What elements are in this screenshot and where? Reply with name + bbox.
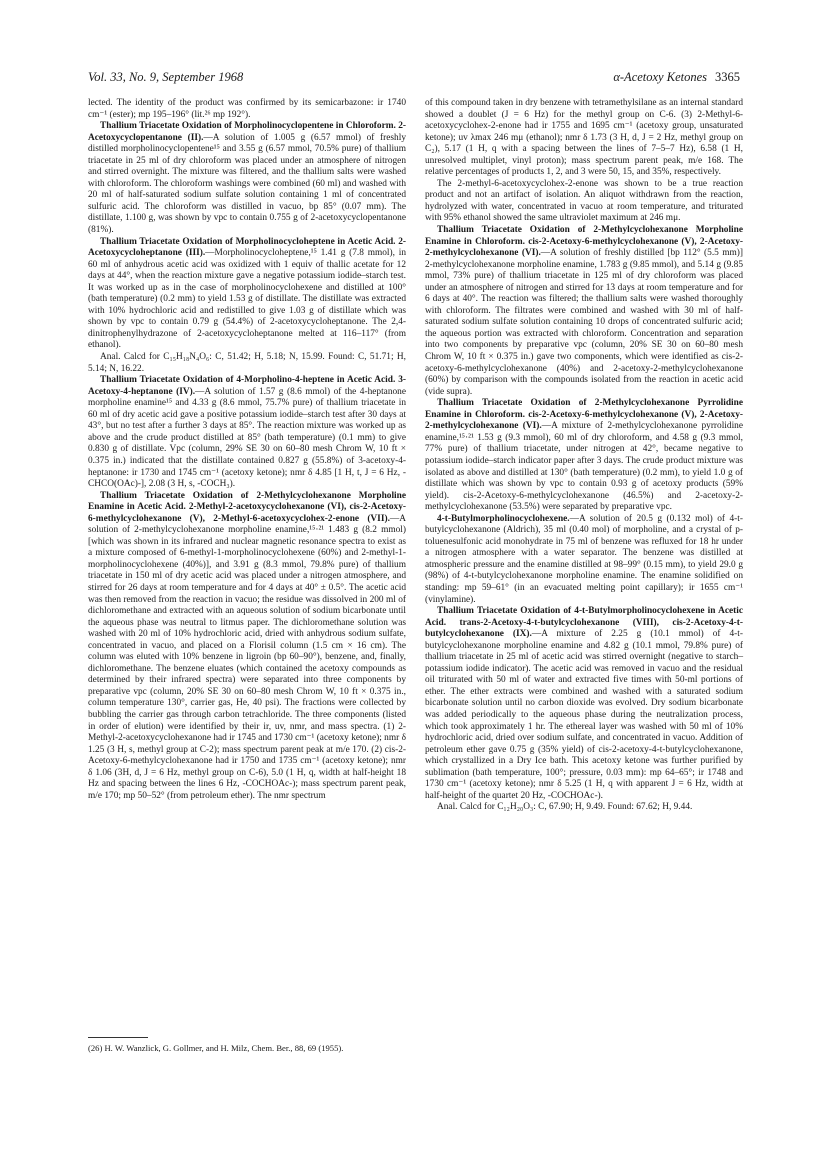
left-column <box>88 98 406 802</box>
paragraph <box>425 514 743 606</box>
paragraph <box>88 375 406 490</box>
paragraph-text: —A mixture of 2.25 g (10.1 mmol) of 4-t-butylcyclohexanone morpholine enamine and 4.82 g (10.1 mmol, 79.8% pure) of thallium triacetate in 25 ml of acetic acid was stirred overnight (negative to starch–potassium iodide indicator). The acetic acid was removed in vacuo and the residual oil triturated with 50 ml of water and extracted five times with 50-ml portions of ether. The ether extracts were combined and washed with a saturated sodium bicarbonate solution until no carbon dioxide was evolved. Dry sodium bicarbonate was added periodically to the aqueous phase during the neutralization process, which took approximately 1 hr. The ethereal layer was washed with 50 ml of 10% hydrochloric acid, dried over sodium sulfate, and concentrated in vacuo. Addition of petroleum ether gave 0.75 g (35% yield) of cis-2-acetoxy-4-t-butylcyclohexanone, which crystallized in a Dry Ice bath. This acetoxy ketone was further purified by sublimation (bath temperature, 100°; pressure, 0.03 mm): mp 64–65°; ir 1748 and 1730 cm⁻¹ (acetoxy ketone); nmr δ 5.25 (1 H, q with apparent J = 6 Hz, width at half-height of the quartet 20 Hz, -COCHOAc-). <box>425 629 743 801</box>
running-title-group <box>613 70 740 85</box>
paragraph <box>425 225 743 398</box>
footnote-divider <box>88 1037 148 1038</box>
paragraph-text: lected. The identity of the product was confirmed by its semicarbazone: ir 1740 cm⁻¹ (ester); mp 195–196° (lit.²⁶ mp 192°). <box>88 98 406 120</box>
paragraph-text: of this compound taken in dry benzene with tetramethylsilane as an internal standard showed a doublet (J = 6 Hz) for the methyl group on C-6. (3) 2-Methyl-6-acetoxycyclohex-2-enone had ir 1755 and 1695 cm⁻¹ (acetoxy group, unsaturated ketone); uv λmax 246 mμ (ethanol); nmr δ 1.73 (3 H, d, J = 2 Hz, methyl group on C₂), 5.17 (1 H, q with a spacing between the lines of 7–5–7 Hz), 6.58 (1 H, unresolved multiplet, vinyl proton); mass spectrum parent peak, m/e 168. The relative percentages of products 1, 2, and 3 were 50, 15, and 35%, respectively. <box>425 98 743 178</box>
running-header <box>88 70 740 88</box>
paragraph-heading: Thallium Triacetate Oxidation of 2-Methylcyclohexanone Morpholine Enamine in Chloroform. cis-2-Acetoxy-6-methylcyclohexanone (V), 2-Acetoxy-2-methylcyclohexanone (VI). <box>425 225 743 259</box>
paragraph <box>88 121 406 236</box>
paragraph-heading: Thallium Triacetate Oxidation of 2-Methylcyclohexanone Pyrrolidine Enamine in Chloroform. cis-2-Acetoxy-6-methylcyclohexanone (V), 2-Acetoxy-2-methylcyclohexanone (VI). <box>425 398 743 432</box>
paragraph-heading: Thallium Triacetate Oxidation of 2-Methylcyclohexanone Morpholine Enamine in Acetic Acid. 2-Methyl-2-acetoxycyclohexanone (VI), cis-2-Acetoxy-6-methylcyclohexanone (V), 2-Methyl-6-acetoxycyclohex-2-enone (VII). <box>88 490 406 524</box>
paragraph-text: —A solution of 2-methylcyclohexanone morpholine enamine,¹⁵·²¹ 1.483 g (8.2 mmol) [which was shown in its infrared and nuclear magnetic resonance spectra to exist as a mixture composed of 6-methyl-1-morpholinocyclohexene (60%) and 2-methyl-1-morpholinocyclohexene (40%)], and 3.91 g (8.3 mmol, 79.8% pure) of thallium triacetate in 150 ml of dry acetic acid was placed under a nitrogen atmosphere, and stirred for 26 days at room temperature and for 4 days at 40° ± 0.5°. The acetic acid was then removed from the reaction in vacuo; the residue was dissolved in 200 ml of dichloromethane and extracted with an aqueous solution of sodium bicarbonate until the aqueous phase was neutral to litmus paper. The dichloromethane solution was washed with 20 ml of 10% hydrochloric acid, dried with anhydrous sodium sulfate, concentrated in vacuo, and placed on a Florisil column (1.5 cm × 16 cm). The column was eluted with 10% benzene in ligroin (bp 60–90°), benzene, and, finally, dichloromethane. The benzene eluates (which contained the acetoxy compounds as determined by their infrared spectra) were separated into three components by preparative vpc (column, 20% SE 30 on 60–80 mesh Chrom W, 10 ft × 0.375 in., column temperature 130°, carrier gas, He, 40 psi). The fractions were collected by bubbling the carrier gas through carbon tetrachloride. The three components (listed in order of elution) were identified by their ir, uv, nmr, and mass spectra. (1) 2-Methyl-2-acetoxycyclohexanone had ir 1745 and 1730 cm⁻¹ (acetoxy ketone); nmr δ 1.25 (3 H, s, methyl group at C-2); mass spectrum parent peak at m/e 170. (2) cis-2-Acetoxy-6-methylcyclohexanone had ir 1750 and 1735 cm⁻¹ (acetoxy ketone); nmr δ 1.06 (3H, d, J = 6 Hz, methyl group on C-6), 5.0 (1 H, q, width at half-height 18 Hz and spacing between the lines 6 Hz, -COCHOAc-); mass spectrum parent peak, m/e 170; mp 50–52° (from petroleum ether). The nmr spectrum <box>88 513 406 801</box>
page-number: 3365 <box>715 70 740 84</box>
paragraph-heading: 4-t-Butylmorpholinocyclohexene. <box>437 513 570 524</box>
paragraph <box>425 802 743 814</box>
paragraph <box>88 237 406 352</box>
footnote: (26) H. W. Wanzlick, G. Gollmer, and H. Milz, Chem. Ber., 88, 69 (1955). <box>88 1043 344 1053</box>
journal-citation: Vol. 33, No. 9, September 1968 <box>88 70 244 84</box>
paragraph-text: —A mixture of 2-methylcyclohexanone pyrrolidine enamine,¹⁵·²¹ 1.53 g (9.3 mmol), 60 ml of dry chloroform, and 4.58 g (9.3 mmol, 77% pure) of thallium triacetate, under nitrogen at 42°, became negative to potassium iodide–starch indicator paper after 3 days. The crude product mixture was isolated as above and distilled at 130° (bath temperature) (0.2 mm), to yield 1.0 g of distillate which was shown by vpc to contain 0.93 g of acetoxy products (59% yield). cis-2-Acetoxy-6-methylcyclohexanone (46.5%) and 2-acetoxy-2-methylcyclohexanone (53.5%) were separated by preparative vpc. <box>425 421 743 513</box>
paragraph-text: Anal. Calcd for C₁₅H₁₈N₄O₆: C, 51.42; H, 5.18; N, 15.99. Found: C, 51.71; H, 5.14; N, 16.22. <box>88 352 406 374</box>
paragraph <box>88 491 406 803</box>
paragraph <box>425 606 743 802</box>
paragraph-text: —A solution of 1.005 g (6.57 mmol) of freshly distilled morpholinocyclopentene¹⁵ and 3.55 g (6.57 mmol, 70.5% pure) of thallium triacetate in 25 ml of dry chloroform was placed under an atmosphere of nitrogen and stirred overnight. The mixture was filtered, and the thallium salts were washed with chloroform. The chloroform washings were combined (60 ml) and washed with 20 ml of half-saturated sodium sulfate solution containing 1 ml of concentrated sulfuric acid. The chloroform was distilled in vacuo, bp 85° (0.07 mm). The distillate, 1.100 g, was shown by vpc to contain 0.755 g of 2-acetoxycyclopentanone (81%). <box>88 132 406 236</box>
paragraph-heading: Thallium Triacetate Oxidation of Morpholinocyclopentene in Chloroform. 2-Acetoxycyclopentanone (II). <box>88 121 406 143</box>
right-column <box>425 98 743 814</box>
paragraph <box>425 398 743 513</box>
running-title: α-Acetoxy Ketones <box>613 70 707 84</box>
paragraph-text: —A solution of 20.5 g (0.132 mol) of 4-t-butylcyclohexanone (Aldrich), 35 ml (0.40 mol) of morpholine, and a crystal of p-toluenesulfonic acid monohydrate in 75 ml of benzene was refluxed for 18 hr under a nitrogen atmosphere with a water separator. The benzene was distilled at atmospheric pressure and the enamine distilled at 98–99° (0.15 mm), to yield 29.0 g (98%) of 4-t-butylcyclohexanone morpholine enamine. The enamine solidified on standing: mp 59–61° (in an evacuated melting point capillary); ir 1655 cm⁻¹ (vinylamine). <box>425 513 743 605</box>
paragraph-text: The 2-methyl-6-acetoxycyclohex-2-enone was shown to be a true reaction product and not an artifact of isolation. An aliquot withdrawn from the reaction, hydrolyzed with water, concentrated in vacuo at room temperature, and triturated with 95% ethanol showed the same ultraviolet maximum at 246 mμ. <box>425 178 743 224</box>
paragraph-text: —A solution of 1.57 g (8.6 mmol) of the 4-heptanone morpholine enamine¹⁵ and 4.33 g (8.6 mmol, 75.7% pure) of thallium triacetate in 60 ml of dry acetic acid gave a positive potassium iodide–starch test after 30 days at 43°, but no test after a further 3 days at 85°. The reaction mixture was worked up as above and the crude product distilled at 85° (bath temperature) (0.1 mm) to give 0.830 g of distillate. Vpc (column, 29% SE 30 on 60–80 mesh Chrom W, 10 ft × 0.375 in.) indicated that the distillate contained 0.827 g (55.8%) of 3-acetoxy-4-heptanone: ir 1730 and 1745 cm⁻¹ (acetoxy ketone); nmr δ 4.85 [1 H, t, J = 6 Hz, -CHCO(OAc)-], 2.08 (3 H, s, -COCH₃). <box>88 386 406 490</box>
paragraph <box>425 179 743 225</box>
paragraph <box>88 98 406 121</box>
paragraph <box>88 352 406 375</box>
paragraph-text: —A solution of freshly distilled [bp 112° (5.5 mm)] 2-methylcyclohexanone morpholine enamine, 1.783 g (9.85 mmol), and 5.14 g (9.85 mmol, 73% pure) of thallium triacetate in 125 ml of dry chloroform was placed under an atmosphere of nitrogen and stirred for 13 days at room temperature and for 6 days at 40°. The reaction was filtered; the thallium salts were washed thoroughly with chloroform. The filtrates were combined and washed with 30 ml of half-saturated sodium sulfate solution containing 10 drops of concentrated sulfuric acid; the aqueous portion was extracted with chloroform. Concentration and separation into two components by preparative vpc (column, 20% SE 30 on 60–80 mesh Chrom W, 10 ft × 0.375 in.) gave two components, which were identified as cis-2-acetoxy-6-methylcyclohexanone (40%) and 2-acetoxy-2-methylcyclohexanone (60%) by comparison with the compounds isolated from the reaction in acetic acid (vide supra). <box>425 248 744 397</box>
paragraph-heading: Thallium Triacetate Oxidation of 4-Morpholino-4-heptene in Acetic Acid. 3-Acetoxy-4-heptanone (IV). <box>88 375 406 397</box>
paragraph-text: Anal. Calcd for C₁₂H₂₀O₃: C, 67.90; H, 9.49. Found: 67.62; H, 9.44. <box>437 802 693 813</box>
paragraph-text: —Morpholinocycloheptene,¹⁵ 1.41 g (7.8 mmol), in 60 ml of anhydrous acetic acid was oxidized with 1 equiv of thallic acetate for 12 days at 44°, when the reaction mixture gave a negative potassium iodide–starch test. It was worked up as in the case of morpholinocyclohexene and distilled at 100° (bath temperature) (0.2 mm) to yield 1.53 g of distillate. The distillate was extracted with 10% hydrochloric acid and redistilled to give 1.03 g of distillate which was shown by vpc to contain 0.79 g (54.4%) of 2-acetoxycycloheptanone. The 2,4-dinitrophenylhydrazone of 2-acetoxycycloheptanone melted at 116–117° (from ethanol). <box>88 248 406 351</box>
paragraph-heading: Thallium Triacetate Oxidation of Morpholinocycloheptene in Acetic Acid. 2-Acetoxycycloheptanone (III). <box>88 236 406 259</box>
paragraph-heading: Thallium Triacetate Oxidation of 4-t-Butylmorpholinocyclohexene in Acetic Acid. trans-2-Acetoxy-4-t-butylcyclohexanone (VIII), cis-2-Acetoxy-4-t-butylcyclohexanone (IX). <box>425 606 743 640</box>
paragraph <box>425 98 743 179</box>
